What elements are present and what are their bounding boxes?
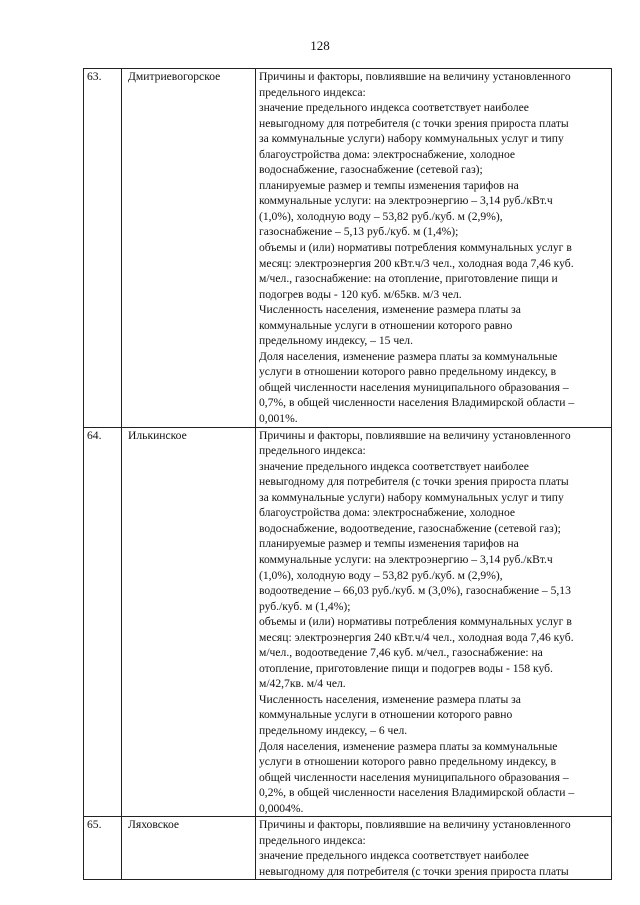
description-line: за коммунальные услуги) набору коммунальных услуг и типу xyxy=(259,490,564,504)
description-line: значение предельного индекса соответствует наиболее xyxy=(259,849,529,863)
description-line: Причины и факторы, повлиявшие на величину установленного xyxy=(259,428,571,442)
description-line: 0,001%. xyxy=(259,412,298,426)
description-line: объемы и (или) нормативы потребления коммунальных услуг в xyxy=(259,615,572,629)
description-line: предельного индекса: xyxy=(259,833,366,847)
description-line: коммунальные услуги: на электроэнергию – 3,14 руб./кВт.ч xyxy=(259,552,553,566)
page-number: 128 xyxy=(310,38,330,53)
row-number: 64. xyxy=(84,427,122,817)
municipalities-table xyxy=(83,68,612,880)
description-line: (1,0%), холодную воду – 53,82 руб./куб. м (2,9%), xyxy=(259,568,503,582)
description-line: Численность населения, изменение размера платы за xyxy=(259,692,521,706)
description-line: невыгодному для потребителя (с точки зрения прироста платы xyxy=(259,864,569,878)
description-line: руб./куб. м (1,4%); xyxy=(259,599,351,613)
row-number: 65. xyxy=(84,817,122,880)
description-line: 0,2%, в общей численности населения Владимирской области – xyxy=(259,786,575,800)
description-line: 0,0004%. xyxy=(259,801,304,815)
description-line: Доля населения, изменение размера платы за коммунальные xyxy=(259,739,558,753)
table-row xyxy=(84,817,612,880)
description-line: водоснабжение, водоотведение, газоснабжение (сетевой газ); xyxy=(259,521,561,535)
description-line: водоснабжение, газоснабжение (сетевой газ); xyxy=(259,163,483,177)
description-line: общей численности населения муниципального образования – xyxy=(259,380,569,394)
row-number: 63. xyxy=(84,69,122,428)
description-line: (1,0%), холодную воду – 53,82 руб./куб. м (2,9%), xyxy=(259,209,503,223)
description-line: услуги в отношении которого равно предельному индексу, в xyxy=(259,365,557,379)
description-line: Доля населения, изменение размера платы за коммунальные xyxy=(259,349,558,363)
description-line: водоотведение – 66,03 руб./куб. м (3,0%), газоснабжение – 5,13 xyxy=(259,584,571,598)
description-line: коммунальные услуги в отношении которого равно xyxy=(259,318,513,332)
description-line: м/чел., водоотведение 7,46 куб. м/чел., газоснабжение: на xyxy=(259,646,543,660)
description-line: м/чел., газоснабжение: на отопление, приготовление пищи и xyxy=(259,272,558,286)
description-line: м/42,7кв. м/4 чел. xyxy=(259,677,346,691)
description-line: объемы и (или) нормативы потребления коммунальных услуг в xyxy=(259,241,572,255)
description-line: Численность населения, изменение размера платы за xyxy=(259,303,521,317)
description-line: предельного индекса: xyxy=(259,444,366,458)
municipality-name: Дмитриевогорское xyxy=(122,69,256,428)
description-line: газоснабжение – 5,13 руб./куб. м (1,4%); xyxy=(259,225,459,239)
description-line: невыгодному для потребителя (с точки зрения прироста платы xyxy=(259,475,569,489)
description-line: благоустройства дома: электроснабжение, холодное xyxy=(259,506,516,520)
municipality-name: Ляховское xyxy=(122,817,256,880)
table-row xyxy=(84,427,612,817)
description-line: за коммунальные услуги) набору коммунальных услуг и типу xyxy=(259,132,564,146)
description-line: 0,7%, в общей численности населения Владимирской области – xyxy=(259,396,575,410)
description-line: коммунальные услуги: на электроэнергию – 3,14 руб./кВт.ч xyxy=(259,194,553,208)
description-cell xyxy=(256,69,612,428)
description-line: значение предельного индекса соответствует наиболее xyxy=(259,459,529,473)
description-line: предельному индексу, – 15 чел. xyxy=(259,334,413,348)
description-line: Причины и факторы, повлиявшие на величину установленного xyxy=(259,818,571,832)
description-line: невыгодному для потребителя (с точки зрения прироста платы xyxy=(259,116,569,130)
description-line: планируемые размер и темпы изменения тарифов на xyxy=(259,178,519,192)
description-line: месяц: электроэнергия 240 кВт.ч/4 чел., холодная вода 7,46 куб. xyxy=(259,630,574,644)
description-line: благоустройства дома: электроснабжение, холодное xyxy=(259,147,516,161)
description-line: предельного индекса: xyxy=(259,85,366,99)
description-line: подогрев воды - 120 куб. м/65кв. м/3 чел. xyxy=(259,287,462,301)
description-line: предельному индексу, – 6 чел. xyxy=(259,723,408,737)
description-line: Причины и факторы, повлиявшие на величину установленного xyxy=(259,70,571,83)
municipality-name: Илькинское xyxy=(122,427,256,817)
description-line: значение предельного индекса соответствует наиболее xyxy=(259,101,529,115)
description-cell xyxy=(256,817,612,880)
description-line: коммунальные услуги в отношении которого равно xyxy=(259,708,513,722)
description-cell xyxy=(256,427,612,817)
description-line: общей численности населения муниципального образования – xyxy=(259,770,569,784)
table-row xyxy=(84,69,612,428)
description-line: отопление, приготовление пищи и подогрев воды - 158 куб. xyxy=(259,661,553,675)
description-line: месяц: электроэнергия 200 кВт.ч/3 чел., холодная вода 7,46 куб. xyxy=(259,256,574,270)
description-line: услуги в отношении которого равно предельному индексу, в xyxy=(259,755,557,769)
description-line: планируемые размер и темпы изменения тарифов на xyxy=(259,537,519,551)
